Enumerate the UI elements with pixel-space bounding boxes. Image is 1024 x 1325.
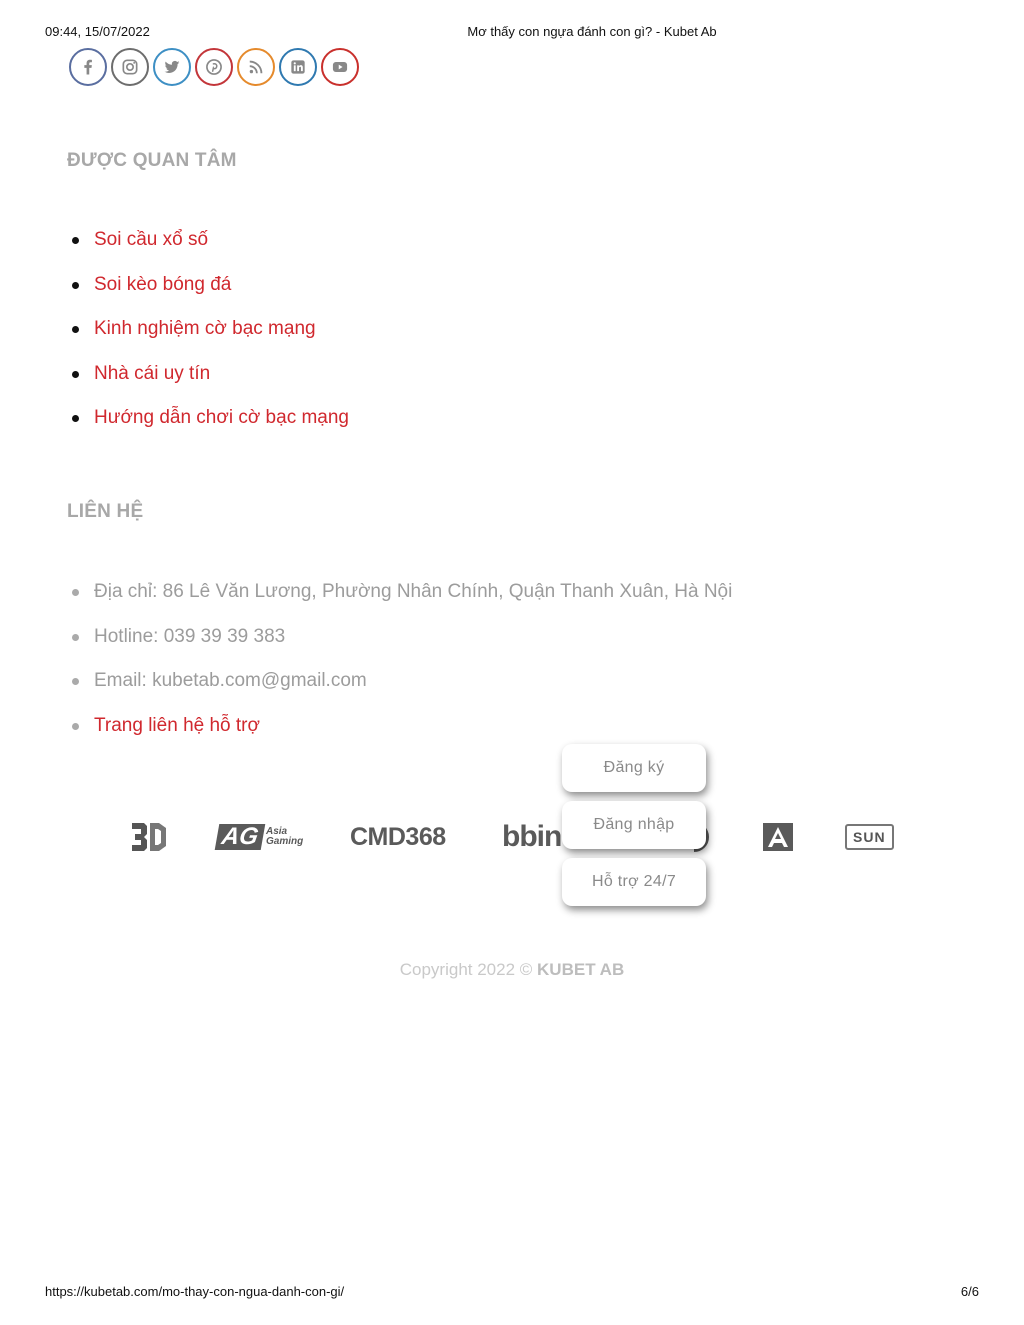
print-page-title: Mơ thấy con ngựa đánh con gì? - Kubet Ab: [467, 24, 717, 39]
interest-link-soi-keo[interactable]: Soi kèo bóng đá: [67, 274, 349, 319]
youtube-button[interactable]: [321, 48, 359, 86]
pinterest-icon: [204, 57, 224, 77]
linkedin-icon: [288, 57, 308, 77]
copyright: [0, 960, 1024, 980]
support-button[interactable]: Hỗ trợ 24/7: [562, 858, 706, 906]
contact-section-title: LIÊN HỆ: [67, 501, 144, 522]
rss-button[interactable]: [237, 48, 275, 86]
interest-link-kinh-nghiem[interactable]: Kinh nghiệm cờ bạc mạng: [67, 318, 349, 363]
partner-a-logo: [763, 815, 793, 859]
interest-section-title: ĐƯỢC QUAN TÂM: [67, 150, 237, 171]
partner-3d-logo: [130, 815, 168, 859]
partner-cmd368-logo: CMD368: [350, 822, 446, 851]
contact-address: Địa chỉ: 86 Lê Văn Lương, Phường Nhân Chính, Quận Thanh Xuân, Hà Nội: [67, 581, 732, 626]
twitter-icon: [162, 57, 182, 77]
youtube-icon: [330, 57, 350, 77]
login-button[interactable]: Đăng nhập: [562, 801, 706, 849]
print-datetime: 09:44, 15/07/2022: [45, 24, 150, 39]
contact-email: Email: kubetab.com@gmail.com: [67, 670, 732, 715]
print-footer: [0, 1284, 1024, 1302]
partner-asia-gaming-logo: [217, 815, 303, 859]
print-page-number: 6/6: [960, 1284, 979, 1299]
print-url: https://kubetab.com/mo-thay-con-ngua-danh-con-gi/: [45, 1284, 345, 1299]
ag-mark: AG: [215, 824, 266, 850]
ag-sub2: Gaming: [266, 836, 304, 847]
facebook-icon: [78, 57, 98, 77]
social-links: [69, 48, 359, 86]
partner-bbin-logo: bbin: [502, 820, 562, 853]
ag-sub1: Asia: [266, 826, 288, 837]
register-button[interactable]: Đăng ký: [562, 744, 706, 792]
copyright-prefix: Copyright 2022 ©: [399, 960, 538, 979]
contact-hotline: Hotline: 039 39 39 383: [67, 626, 732, 671]
contact-list: [67, 581, 732, 759]
rss-icon: [246, 57, 266, 77]
contact-support-link[interactable]: Trang liên hệ hỗ trợ: [67, 715, 732, 760]
copyright-brand: KUBET AB: [537, 960, 625, 979]
sun-mark: SUN: [845, 824, 894, 850]
interest-link-soi-cau[interactable]: Soi cầu xổ số: [67, 229, 349, 274]
print-header: [0, 24, 1024, 42]
interest-list: [67, 229, 349, 452]
interest-link-huong-dan[interactable]: Hướng dẫn chơi cờ bạc mạng: [67, 407, 349, 452]
partner-logos: [0, 815, 1024, 859]
twitter-button[interactable]: [153, 48, 191, 86]
instagram-icon: [120, 57, 140, 77]
pinterest-button[interactable]: [195, 48, 233, 86]
partner-sun-logo: [845, 815, 894, 859]
instagram-button[interactable]: [111, 48, 149, 86]
facebook-button[interactable]: [69, 48, 107, 86]
interest-link-nha-cai[interactable]: Nhà cái uy tín: [67, 363, 349, 408]
linkedin-button[interactable]: [279, 48, 317, 86]
